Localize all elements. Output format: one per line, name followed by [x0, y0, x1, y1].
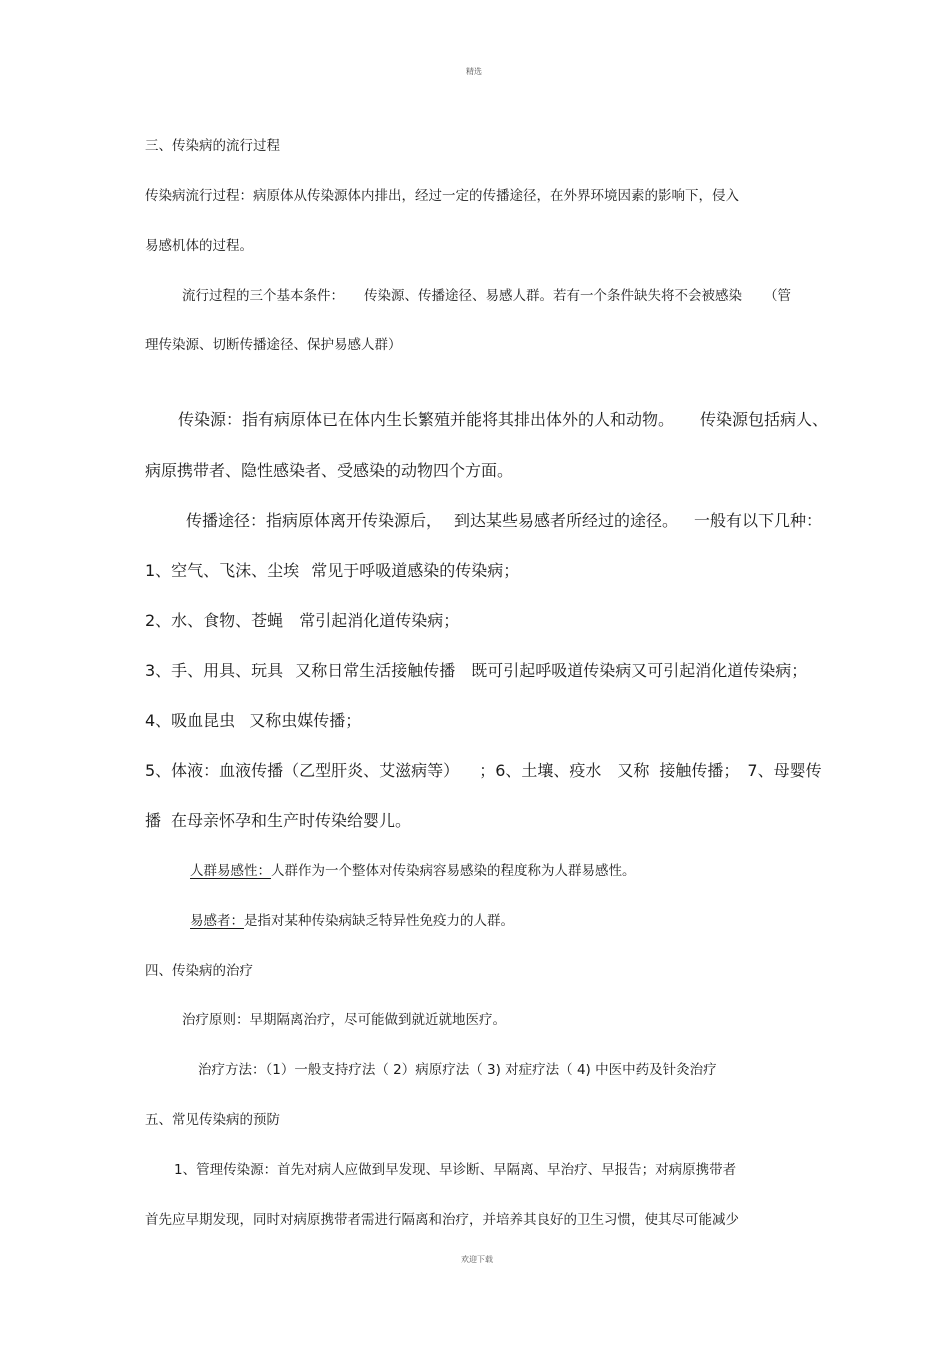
route-item-6-soil-water: ；6、土壤、疫水 — [479, 761, 602, 780]
page-header: 精选 — [466, 67, 482, 76]
manage-infection-source-cont: 首先应早期发现，同时对病原携带者需进行隔离和治疗，并培养其良好的卫生习惯，使其尽可能减少 — [145, 1212, 739, 1228]
susceptible-person-text: 是指对某种传染病缺乏特异性免疫力的人群。 — [244, 913, 514, 929]
transmission-route-text-2: 到达某些易感者所经过的途径。 — [454, 511, 679, 530]
infection-source-text: 传染源：指有病原体已在体内生长繁殖并能将其排出体外的人和动物。 — [178, 410, 675, 429]
route-item-2 — [145, 608, 459, 631]
section-4-title: 四、传染病的治疗 — [145, 963, 253, 979]
route-item-3-media: 3、手、用具、玩具 — [145, 661, 284, 680]
route-item-3-alias: 又称日常生活接触传播 — [295, 661, 456, 680]
treatment-methods: 治疗方法：（1）一般支持疗法（ 2）病原疗法（ 3) 对症疗法（ 4) 中医中药及针灸治疗 — [198, 1062, 717, 1078]
susceptible-person — [190, 909, 514, 929]
route-item-3 — [145, 658, 807, 681]
treatment-principle: 治疗原则：早期隔离治疗，尽可能做到就近就地医疗。 — [182, 1012, 506, 1028]
route-item-2-note: 常引起消化道传染病； — [299, 611, 460, 630]
route-item-3-note: 既可引起呼吸道传染病又可引起消化道传染病； — [471, 661, 808, 680]
route-item-6-alias: 又称 — [617, 761, 650, 780]
route-item-5-body-fluid: 5、体液：血液传播（乙型肝炎、艾滋病等） — [145, 761, 460, 780]
population-susceptibility-text: 人群作为一个整体对传染病容易感染的程度称为人群易感性。 — [271, 863, 636, 879]
manage-infection-source: 1、管理传染源：首先对病人应做到早发现、早诊断、早隔离、早治疗、早报告；对病原携带者 — [174, 1162, 737, 1178]
three-conditions — [182, 284, 791, 304]
route-item-1-note: 常见于呼吸道感染的传染病； — [311, 561, 520, 580]
route-item-7-cont — [145, 808, 411, 831]
three-conditions-note: （管 — [764, 288, 791, 304]
susceptible-person-label: 易感者： — [190, 913, 244, 929]
route-item-4-media: 4、吸血昆虫 — [145, 711, 236, 730]
infection-source-definition — [178, 407, 828, 430]
population-susceptibility — [145, 859, 636, 879]
infection-source-includes: 传染源包括病人、 — [700, 410, 829, 429]
route-item-7-note: 在母亲怀孕和生产时传染给婴儿。 — [171, 811, 412, 830]
epidemic-process-definition: 传染病流行过程：病原体从传染源体内排出，经过一定的传播途径，在外界环境因素的影响下，侵入 — [145, 188, 739, 204]
route-item-4 — [145, 708, 361, 731]
epidemic-process-definition-cont: 易感机体的过程。 — [145, 238, 253, 254]
population-susceptibility-label — [145, 863, 271, 879]
route-item-6-contact: 接触传播； — [659, 761, 740, 780]
route-item-1-media: 1、空气、飞沫、尘埃 — [145, 561, 300, 580]
transmission-route-intro: 一般有以下几种： — [694, 511, 823, 530]
route-item-7-mother-infant: 7、母婴传 — [747, 761, 822, 780]
section-5-title: 五、常见传染病的预防 — [145, 1112, 280, 1128]
section-3-title: 三、传染病的流行过程 — [145, 138, 280, 154]
infection-source-cont: 病原携带者、隐性感染者、受感染的动物四个方面。 — [145, 461, 514, 480]
three-conditions-list: 传染源、传播途径、易感人群。若有一个条件缺失将不会被感染 — [364, 288, 742, 304]
route-item-2-media: 2、水、食物、苍蝇 — [145, 611, 284, 630]
transmission-route-text: 传播途径：指病原体离开传染源后， — [186, 511, 443, 530]
route-item-1 — [145, 558, 519, 581]
route-item-7-tail: 播 — [145, 811, 162, 830]
route-item-5 — [145, 758, 822, 781]
three-conditions-label: 流行过程的三个基本条件： — [182, 288, 344, 304]
route-item-4-alias: 又称虫媒传播； — [249, 711, 362, 730]
three-conditions-cont: 理传染源、切断传播途径、保护易感人群） — [145, 337, 402, 353]
transmission-route-definition — [186, 508, 822, 531]
population-susceptibility-term: 人群易感性： — [190, 863, 271, 879]
page-footer: 欢迎下载 — [461, 1255, 493, 1264]
